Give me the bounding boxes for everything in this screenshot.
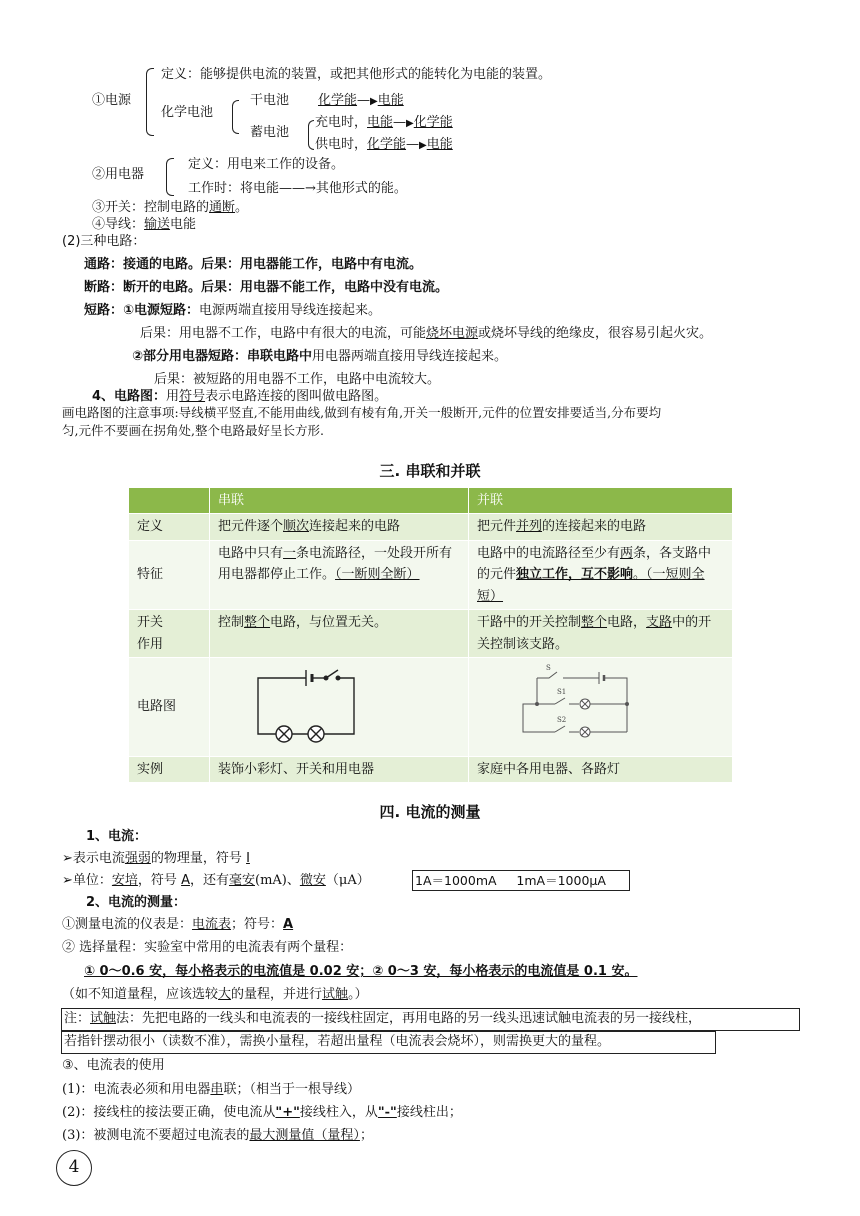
table-row-examples: 实例 装饰小彩灯、开关和用电器 家庭中各用电器、各路灯 <box>129 756 733 782</box>
current-units: ➢单位：安培，符号 A，还有毫安(mA)、微安（μA） <box>62 873 370 888</box>
power-source-brace <box>146 68 154 136</box>
partial-short-circuit: ②部分用电器短路：串联电路中用电器两端直接用导线连接起来。 <box>132 349 508 364</box>
usage-rule-1: (1)：电流表必须和用电器串联；（相当于一根导线） <box>62 1082 360 1097</box>
circuit-diagram-definition: 4、电路图：用符号表示电路连接的图叫做电路图。 <box>92 389 388 404</box>
appliance-working: 工作时：将电能——→其他形式的能。 <box>188 181 407 196</box>
dry-cell-conversion: 化学能—▶电能 <box>318 93 404 108</box>
partial-short-result: 后果：被短路的用电器不工作，电路中电流较大。 <box>154 372 441 387</box>
range-values: ① 0～0.6 安，每小格表示的电流值是 0.02 安；② 0～3 安，每小格表示的电流值是 0.1 安。 <box>84 964 638 979</box>
diagram-notes-line-2: 匀,元件不要画在拐角处,整个电路最好呈长方形. <box>62 423 324 438</box>
series-parallel-table <box>128 487 733 783</box>
appliance-definition: 定义：用电来工作的设备。 <box>188 157 345 172</box>
current-heading: 1、电流： <box>86 829 148 844</box>
trial-touch-note-line-1: 注：试触法：先把电路的一线头和电流表的一接线柱固定，再用电路的另一线头迅速试触电流表的另一接线柱， <box>64 1011 702 1026</box>
switch-s1-label: S1 <box>557 688 567 697</box>
power-source-label: ①电源 <box>92 93 132 108</box>
short-circuit: 短路：①电源短路：电源两端直接用导线连接起来。 <box>84 303 382 318</box>
storage-battery-brace <box>308 120 314 150</box>
range-selection: ② 选择量程：实验室中常用的电流表有两个量程： <box>62 940 353 955</box>
range-advice: （如不知道量程，应该选较大的量程，并进行试触。） <box>62 987 368 1002</box>
wire-line: ④导线：输送电能 <box>92 217 197 232</box>
table-header-row <box>129 488 733 514</box>
power-source-definition: 定义：能够提供电流的装置，或把其他形式的能转化为电能的装置。 <box>161 67 552 82</box>
switch-s-label: S <box>546 664 551 673</box>
current-meaning: ➢表示电流强弱的物理量，符号 I <box>62 851 250 866</box>
short-circuit-result: 后果：用电器不工作，电路中有很大的电流，可能烧坏电源或烧坏导线的绝缘皮，很容易引起火灾。 <box>140 326 713 341</box>
ammeter-line: ①测量电流的仪表是：电流表；符号：A <box>62 917 294 932</box>
discharging-conversion: 供电时，化学能—▶电能 <box>315 137 453 152</box>
trial-touch-note-line-2: 若指针摆动很小（读数不准），需换小量程，若超出量程（电流表会烧坏），则需换更大的量程。 <box>64 1034 611 1049</box>
header-parallel: 并联 <box>469 488 733 514</box>
chemical-battery-brace <box>232 100 239 134</box>
switch-line: ③开关：控制电路的通断。 <box>92 200 249 215</box>
storage-battery-label: 蓄电池 <box>250 125 290 140</box>
page-number: 4 <box>56 1150 92 1186</box>
series-circuit-diagram <box>210 658 469 756</box>
appliance-brace <box>166 158 174 196</box>
charging-conversion: 充电时，电能—▶化学能 <box>315 115 453 130</box>
dry-cell-label: 干电池 <box>250 93 290 108</box>
series-circuit-svg <box>218 660 458 746</box>
usage-rule-3: (3)：被测电流不要超过电流表的最大测量值（量程）； <box>62 1128 373 1143</box>
table-row-definition: 定义 把元件逐个顺次连接起来的电路 把元件并列的连接起来的电路 <box>129 514 733 540</box>
header-series: 串联 <box>210 488 469 514</box>
parallel-circuit-svg <box>477 660 717 746</box>
table-row-diagram: 电路图 S S1 S2 <box>129 658 733 756</box>
section-3-title: 三. 串联和并联 <box>379 462 481 480</box>
section-4-title: 四. 电流的测量 <box>379 803 481 821</box>
table-row-features: 特征 电路中只有一条电流路径，一处段开所有用电器都停止工作。（一断则全断） 电路中的电流路径至少有两条，各支路中的元件独立工作，互不影响。（一短则全短） <box>129 540 733 609</box>
closed-circuit: 通路：接通的电路。后果：用电器能工作，电路中有电流。 <box>84 257 423 272</box>
switch-s2-label: S2 <box>557 716 567 725</box>
chemical-battery-label: 化学电池 <box>161 105 214 120</box>
three-circuits-heading: (2)三种电路： <box>62 234 146 249</box>
appliance-label: ②用电器 <box>92 167 145 182</box>
unit-conversion-box: 1A＝1000mA 1mA＝1000μA <box>412 870 630 891</box>
ammeter-usage-heading: ③、电流表的使用 <box>62 1058 165 1073</box>
table-row-switch: 开关 作用 控制整个电路，与位置无关。 干路中的开关控制整个电路，支路中的开关控制该支路。 <box>129 610 733 658</box>
measurement-heading: 2、电流的测量： <box>86 895 187 910</box>
parallel-circuit-diagram <box>469 658 733 756</box>
diagram-notes-line-1: 画电路图的注意事项:导线横平竖直,不能用曲线,做到有棱有角,开关一般断开,元件的位置安排要适当,分布要均 <box>62 405 662 420</box>
usage-rule-2: (2)：接线柱的接法要正确，使电流从"+"接线柱入，从"-"接线柱出； <box>62 1105 462 1120</box>
open-circuit: 断路：断开的电路。后果：用电器不能工作，电路中没有电流。 <box>84 280 449 295</box>
